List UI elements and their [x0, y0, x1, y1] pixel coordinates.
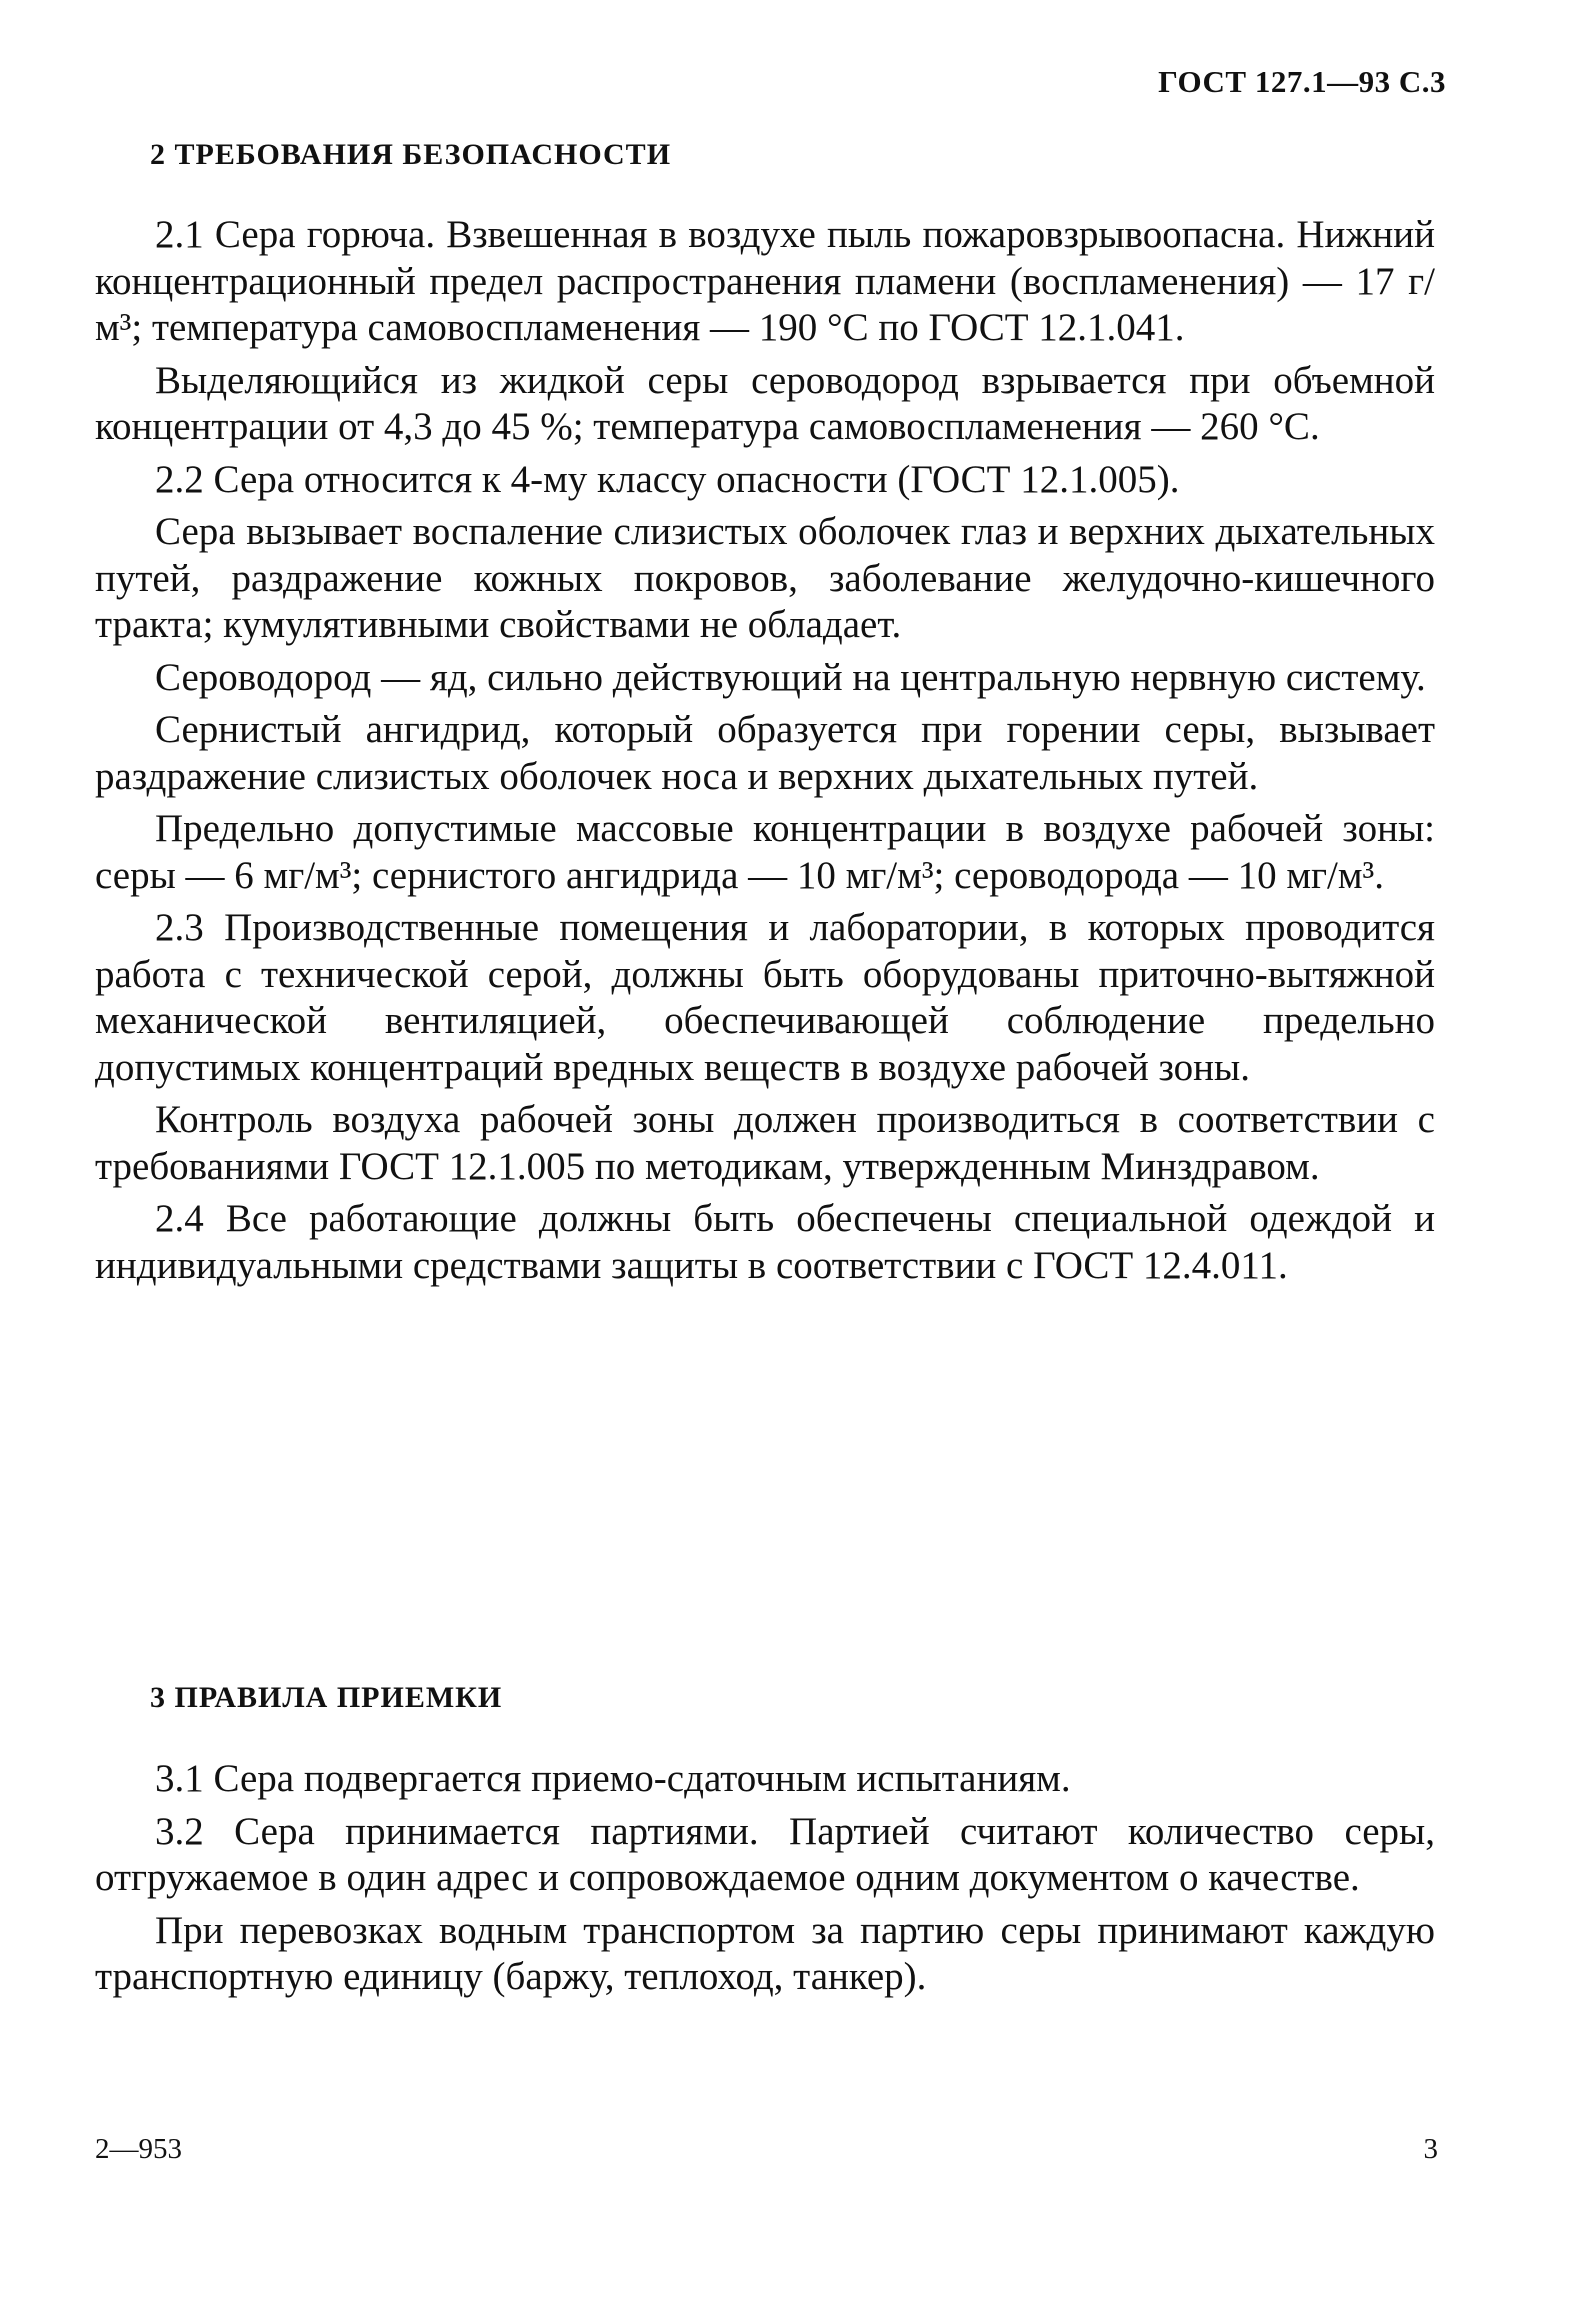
paragraph-hydrogen-sulfide-explosion: Выделяющийся из жидкой серы сероводород взрывается при объемной концентрации от 4,3 до 45 %; температура самовоспламенения — 260 °С.: [95, 358, 1435, 448]
paragraph-sulfur-dioxide: Сернистый ангидрид, который образуется при горении серы, вызывает раздражение слизистых оболочек носа и верхних дыхательных путей.: [95, 708, 1435, 798]
section-body-acceptance: [95, 1756, 1435, 2007]
section-body-safety: [95, 212, 1435, 1295]
paragraph-air-control: Контроль воздуха рабочей зоны должен производиться в соответствии с требованиями ГОСТ 12.1.005 по методикам, утвержденным Минздравом.: [95, 1098, 1435, 1188]
paragraph-water-transport: При перевозках водным транспортом за партию серы принимают каждую транспортную единицу (баржу, теплоход, танкер).: [95, 1908, 1435, 1998]
section-title-safety: 2 ТРЕБОВАНИЯ БЕЗОПАСНОСТИ: [150, 138, 672, 171]
paragraph-2-3: 2.3 Производственные помещения и лаборатории, в которых проводится работа с технической серой, должны быть оборудованы приточно-вытяжной механической вентиляцией, обеспечивающей соблюдение предельно допустимых концентраций вредных веществ в воздухе рабочей зоны.: [95, 906, 1435, 1089]
paragraph-health-effects: Сера вызывает воспаление слизистых оболочек глаз и верхних дыхательных путей, раздражение кожных покровов, заболевание желудочно-кишечного тракта; кумулятивными свойствами не обладает.: [95, 510, 1435, 646]
paragraph-2-4: 2.4 Все работающие должны быть обеспечены специальной одеждой и индивидуальными средствами защиты в соответствии с ГОСТ 12.4.011.: [95, 1197, 1435, 1287]
paragraph-hydrogen-sulfide-poison: Сероводород — яд, сильно действующий на центральную нервную систему.: [155, 655, 1426, 699]
paragraph-max-concentrations: Предельно допустимые массовые концентрации в воздухе рабочей зоны: серы — 6 мг/м³; сернистого ангидрида — 10 мг/м³; сероводорода — 10 мг/м³.: [95, 807, 1435, 897]
paragraph-3-1: 3.1 Сера подвергается приемо-сдаточным испытаниям.: [155, 1757, 1071, 1800]
paragraph-3-2: 3.2 Сера принимается партиями. Партией считают количество серы, отгружаемое в один адрес и сопровождаемое одним документом о качестве.: [95, 1809, 1435, 1899]
paragraph-2-1: 2.1 Сера горюча. Взвешенная в воздухе пыль пожаровзрывоопасна. Нижний концентрационный предел распространения пламени (воспламенения) — 17 г/м³; температура самовоспламенения — 190 °С по ГОСТ 12.1.041.: [95, 213, 1435, 349]
standard-code-header: ГОСТ 127.1—93 С.3: [1158, 64, 1446, 99]
page-number: 3: [1423, 2133, 1438, 2165]
footer-print-code: 2—953: [95, 2133, 182, 2165]
paragraph-2-2: 2.2 Сера относится к 4-му классу опасности (ГОСТ 12.1.005).: [155, 457, 1180, 501]
section-title-acceptance: 3 ПРАВИЛА ПРИЕМКИ: [150, 1681, 503, 1714]
